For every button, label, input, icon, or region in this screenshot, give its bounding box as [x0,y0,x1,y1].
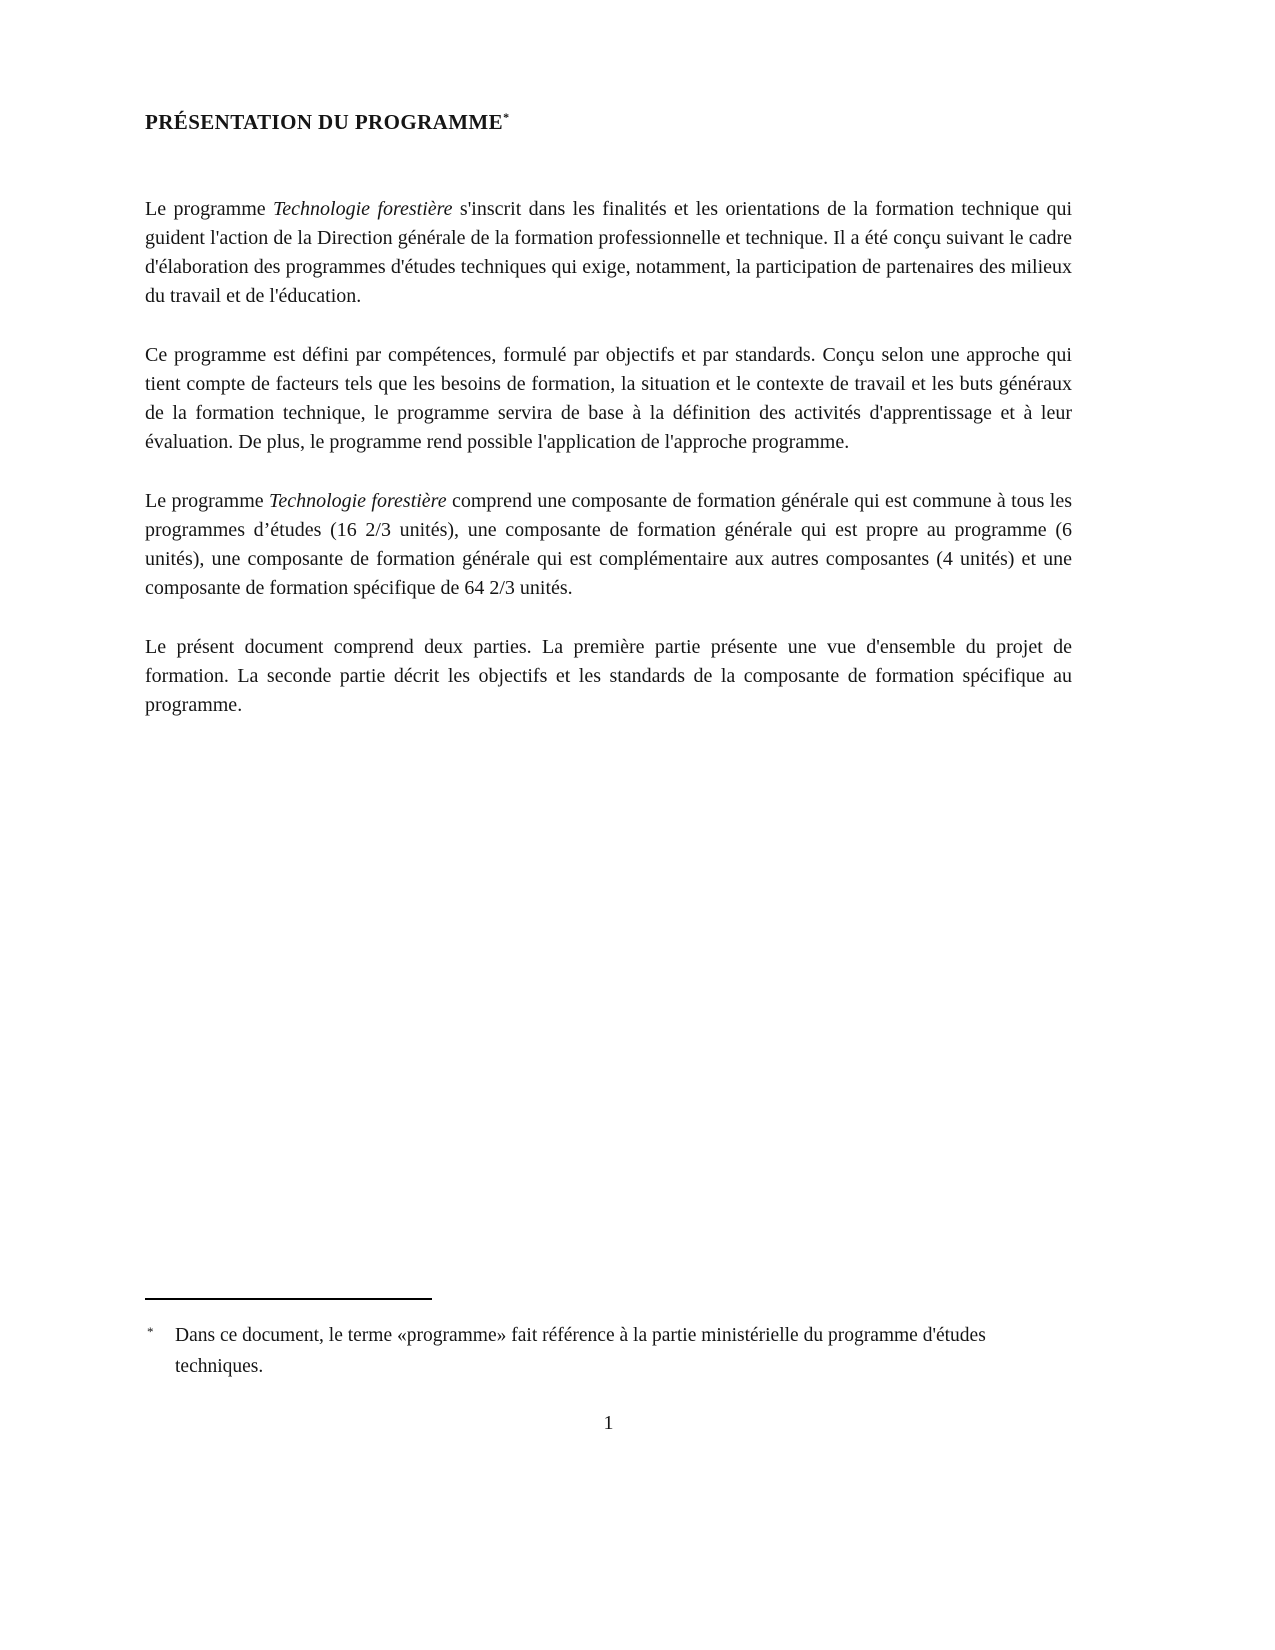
paragraph-1-italic-term: Technologie forestière [273,198,453,220]
paragraph-3 [145,487,1072,603]
page-title [145,110,1072,135]
paragraph-1-after: s'inscrit dans les finalités et les orientations de la formation technique qui guident l'action de la Direction générale de la formation professionnelle et technique. Il a été conçu suivant le cadre d'élaboration des programmes d'études techniques qui exige, notamment, la participation de partenaires des milieux du travail et de l'éducation. [145,198,1073,307]
document-body [145,110,1072,750]
paragraph-4: Le présent document comprend deux parties. La première partie présente une vue d'ensemble du projet de formation. La seconde partie décrit les objectifs et les standards de la composante de formation spécifique au programme. [145,636,1072,716]
paragraph-1-before: Le programme [145,198,273,220]
paragraph-3-italic-term: Technologie forestière [269,490,447,512]
footnote-separator-rule [145,1298,432,1300]
footnote-marker: * [147,1324,154,1339]
footnote-text: Dans ce document, le terme «programme» fait référence à la partie ministérielle du programme d'études techniques. [175,1325,986,1377]
paragraph-1 [145,195,1072,311]
paragraph-2: Ce programme est défini par compétences, formulé par objectifs et par standards. Conçu selon une approche qui tient compte de facteurs tels que les besoins de formation, la situation et le contexte de travail et les buts généraux de la formation technique, le programme servira de base à la définition des activités d'apprentissage et à leur évaluation. De plus, le programme rend possible l'application de l'approche programme. [145,344,1072,453]
footnote [145,1320,1072,1382]
page-number: 1 [603,1412,614,1434]
paragraph-3-before: Le programme [145,490,270,512]
paragraph-3-after: comprend une composante de formation générale qui est commune à tous les programmes d’études (16 2/3 unités), une composante de formation générale qui est propre au programme (6 unités), une composante de formation générale qui est complémentaire aux autres composantes (4 unités) et une composante de formation spécifique de 64 2/3 unités. [145,490,1073,599]
title-footnote-marker: * [503,110,510,124]
footnote-area [145,1298,1072,1435]
page-title-text: PRÉSENTATION DU PROGRAMME [145,110,504,134]
